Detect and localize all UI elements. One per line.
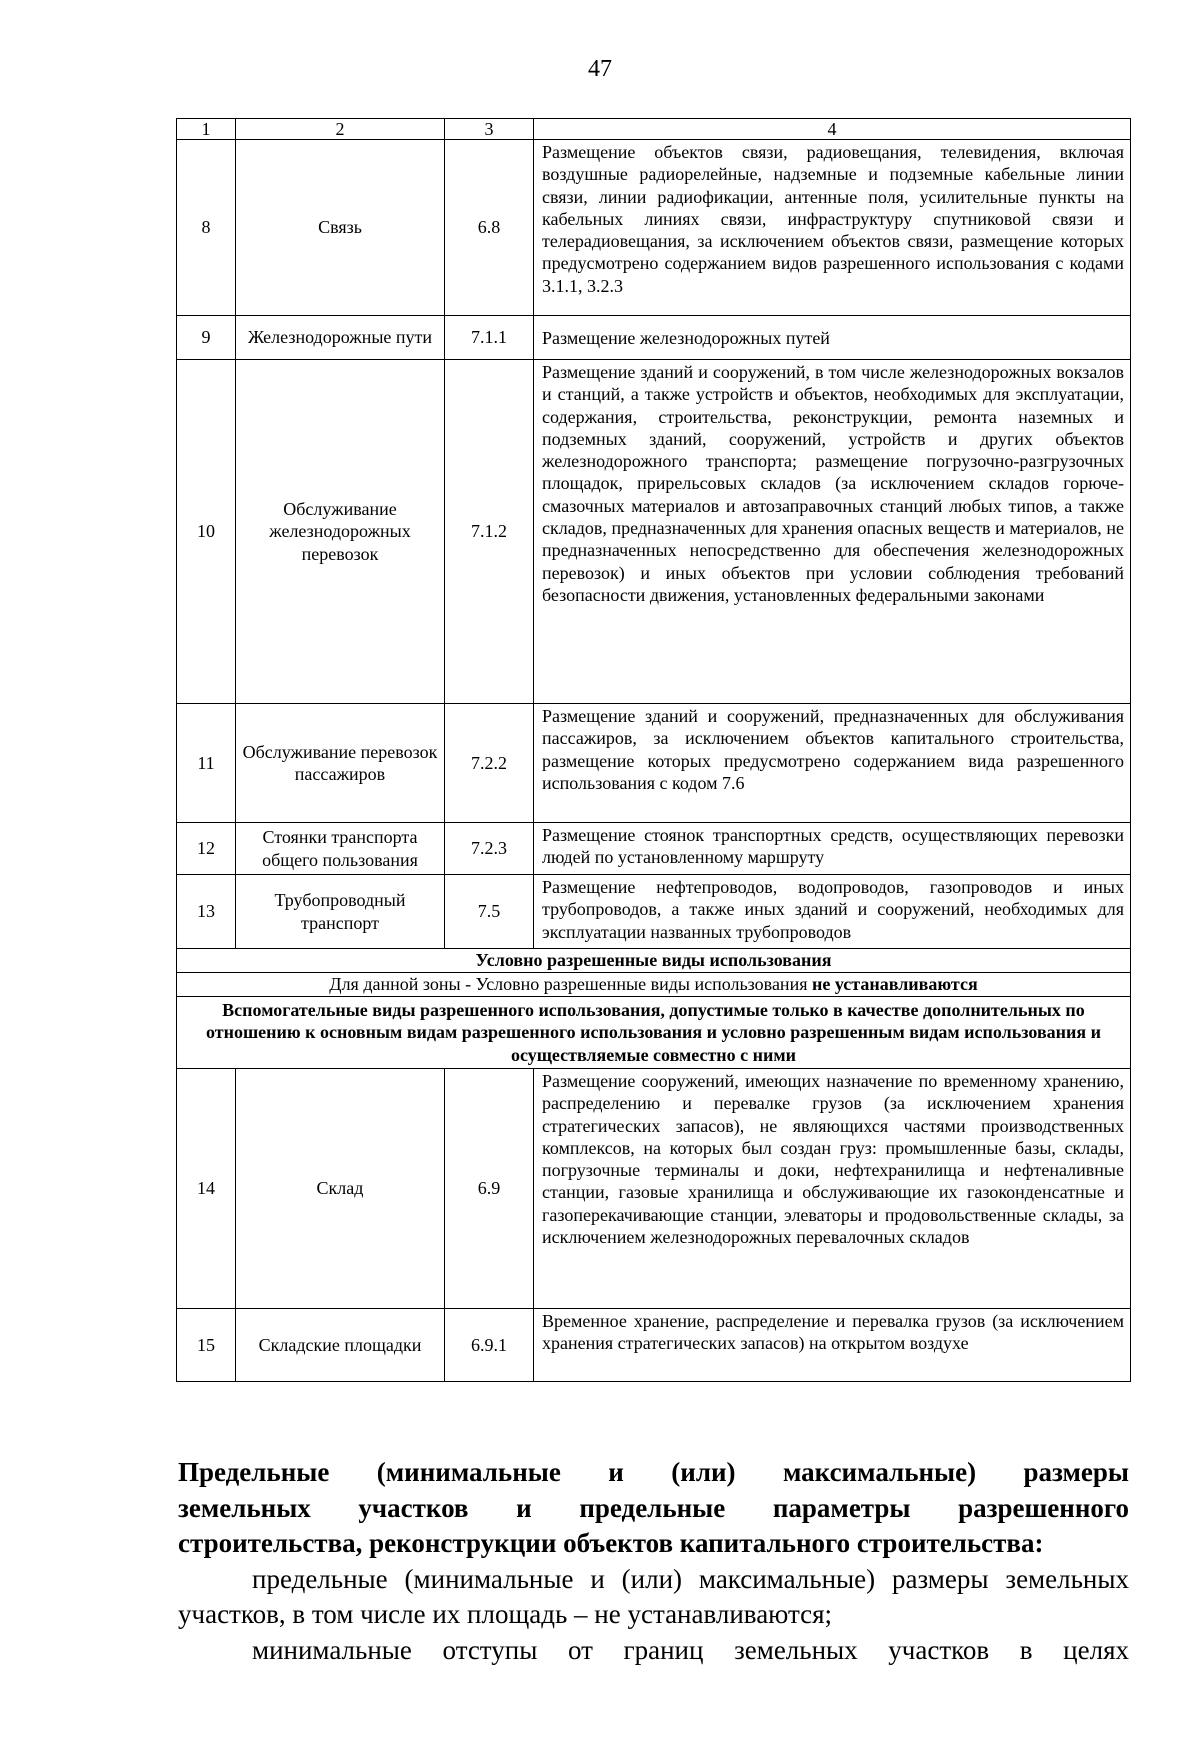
land-use-table bbox=[176, 118, 1131, 1382]
use-type-description: Временное хранение, распределение и перевалка грузов (за исключением хранения стратегических запасов) на открытом воздухе bbox=[534, 1309, 1131, 1382]
use-type-description: Размещение сооружений, имеющих назначение по временному хранению, распределению и перевалке грузов (за исключением хранения стратегических запасов), не являющихся частями производственных комплексов, на которых был создан груз: промышленные базы, склады, погрузочные терминалы и доки, нефтехранилища и нефтеналивные станции, газовые хранилища и обслуживающие их газоконденсатные и газоперекачивающие станции, элеваторы и продовольственные склады, за исключением железнодорожных перевалочных складов bbox=[534, 1069, 1131, 1309]
table-row bbox=[177, 360, 1131, 704]
use-type-code: 6.9 bbox=[445, 1069, 534, 1309]
zone-note-emphasis: не устанавливаются bbox=[811, 974, 978, 995]
zone-note-row bbox=[177, 973, 1131, 997]
row-number: 11 bbox=[177, 704, 236, 823]
row-number: 10 bbox=[177, 360, 236, 704]
use-type-code: 7.1.2 bbox=[445, 360, 534, 704]
use-type-description: Размещение объектов связи, радиовещания, телевидения, включая воздушные радиорелейные, надземные и подземные кабельные линии связи, линии радиофикации, антенные поля, усилительные пункты на кабельных линиях связи, инфраструктуру спутниковой связи и телерадиовещания, за исключением объектов связи, размещение которых предусмотрено содержанием видов разрешенного использования с кодами 3.1.1, 3.2.3 bbox=[534, 140, 1131, 316]
use-type-name: Стоянки транспорта общего пользования bbox=[236, 823, 445, 875]
row-number: 9 bbox=[177, 316, 236, 360]
row-number: 13 bbox=[177, 875, 236, 949]
table-header-row bbox=[177, 119, 1131, 140]
column-header: 1 bbox=[177, 119, 236, 140]
table-row bbox=[177, 704, 1131, 823]
use-type-name: Обслуживание железнодорожных перевозок bbox=[236, 360, 445, 704]
use-type-name: Склад bbox=[236, 1069, 445, 1309]
section-title-line: земельных участков и предельные параметры разрешенного bbox=[178, 1492, 1129, 1523]
table-row bbox=[177, 140, 1131, 316]
use-type-name: Обслуживание перевозок пассажиров bbox=[236, 704, 445, 823]
zone-note bbox=[177, 973, 1131, 997]
section-heading-row bbox=[177, 949, 1131, 973]
section-heading: Условно разрешенные виды использования bbox=[177, 949, 1131, 973]
zone-note-text: Для данной зоны - Условно разрешенные виды использования bbox=[329, 974, 812, 995]
section-heading-row bbox=[177, 997, 1131, 1069]
use-type-code: 7.5 bbox=[445, 875, 534, 949]
use-type-code: 7.2.2 bbox=[445, 704, 534, 823]
use-type-description: Размещение зданий и сооружений, предназначенных для обслуживания пассажиров, за исключением объектов капитального строительства, размещение которых предусмотрено содержанием вида разрешенного использования с кодом 7.6 bbox=[534, 704, 1131, 823]
use-type-code: 7.1.1 bbox=[445, 316, 534, 360]
use-type-name: Складские площадки bbox=[236, 1309, 445, 1382]
table-row bbox=[177, 875, 1131, 949]
body-paragraph: предельные (минимальные и (или) максимальные) размеры земельных участков, в том числе их площадь – не устанавливаются; bbox=[178, 1563, 1129, 1629]
use-type-description: Размещение стоянок транспортных средств, осуществляющих перевозки людей по установленному маршруту bbox=[534, 823, 1131, 875]
column-header: 3 bbox=[445, 119, 534, 140]
page-number: 47 bbox=[588, 56, 612, 82]
use-type-description: Размещение нефтепроводов, водопроводов, газопроводов и иных трубопроводов, а также иных зданий и сооружений, необходимых для эксплуатации названных трубопроводов bbox=[534, 875, 1131, 949]
table-row bbox=[177, 316, 1131, 360]
section-title-line: строительства, реконструкции объектов капитального строительства: bbox=[178, 1528, 1044, 1558]
row-number: 14 bbox=[177, 1069, 236, 1309]
use-type-name: Трубопроводный транспорт bbox=[236, 875, 445, 949]
use-type-code: 6.8 bbox=[445, 140, 534, 316]
table-row bbox=[177, 1069, 1131, 1309]
use-type-code: 6.9.1 bbox=[445, 1309, 534, 1382]
use-type-name: Железнодорожные пути bbox=[236, 316, 445, 360]
section-title-line: Предельные (минимальные и (или) максимальные) размеры bbox=[178, 1457, 1129, 1487]
use-type-description: Размещение зданий и сооружений, в том числе железнодорожных вокзалов и станций, а также устройств и объектов, необходимых для эксплуатации, содержания, строительства, реконструкции, ремонта наземных и подземных зданий, сооружений, устройств и других объектов железнодорожного транспорта; размещение погрузочно-разгрузочных площадок, прирельсовых складов (за исключением складов горюче-смазочных материалов и автозаправочных станций любых типов, а также складов, предназначенных для хранения опасных веществ и материалов, не предназначенных непосредственно для обеспечения железнодорожных перевозок) и иных объектов при условии соблюдения требований безопасности движения, установленных федеральными законами bbox=[534, 360, 1131, 704]
table-row bbox=[177, 823, 1131, 875]
use-type-code: 7.2.3 bbox=[445, 823, 534, 875]
body-paragraph: минимальные отступы от границ земельных участков в целях bbox=[252, 1634, 1129, 1665]
row-number: 8 bbox=[177, 140, 236, 316]
row-number: 15 bbox=[177, 1309, 236, 1382]
section-heading: Вспомогательные виды разрешенного использования, допустимые только в качестве дополнительных по отношению к основным видам разрешенного использования и условно разрешенным видам использования и осуществляемые совместно с ними bbox=[177, 997, 1131, 1069]
column-header: 4 bbox=[534, 119, 1131, 140]
parameters-section bbox=[178, 1455, 1129, 1668]
use-type-description: Размещение железнодорожных путей bbox=[534, 316, 1131, 360]
use-type-name: Связь bbox=[236, 140, 445, 316]
column-header: 2 bbox=[236, 119, 445, 140]
table-row bbox=[177, 1309, 1131, 1382]
row-number: 12 bbox=[177, 823, 236, 875]
